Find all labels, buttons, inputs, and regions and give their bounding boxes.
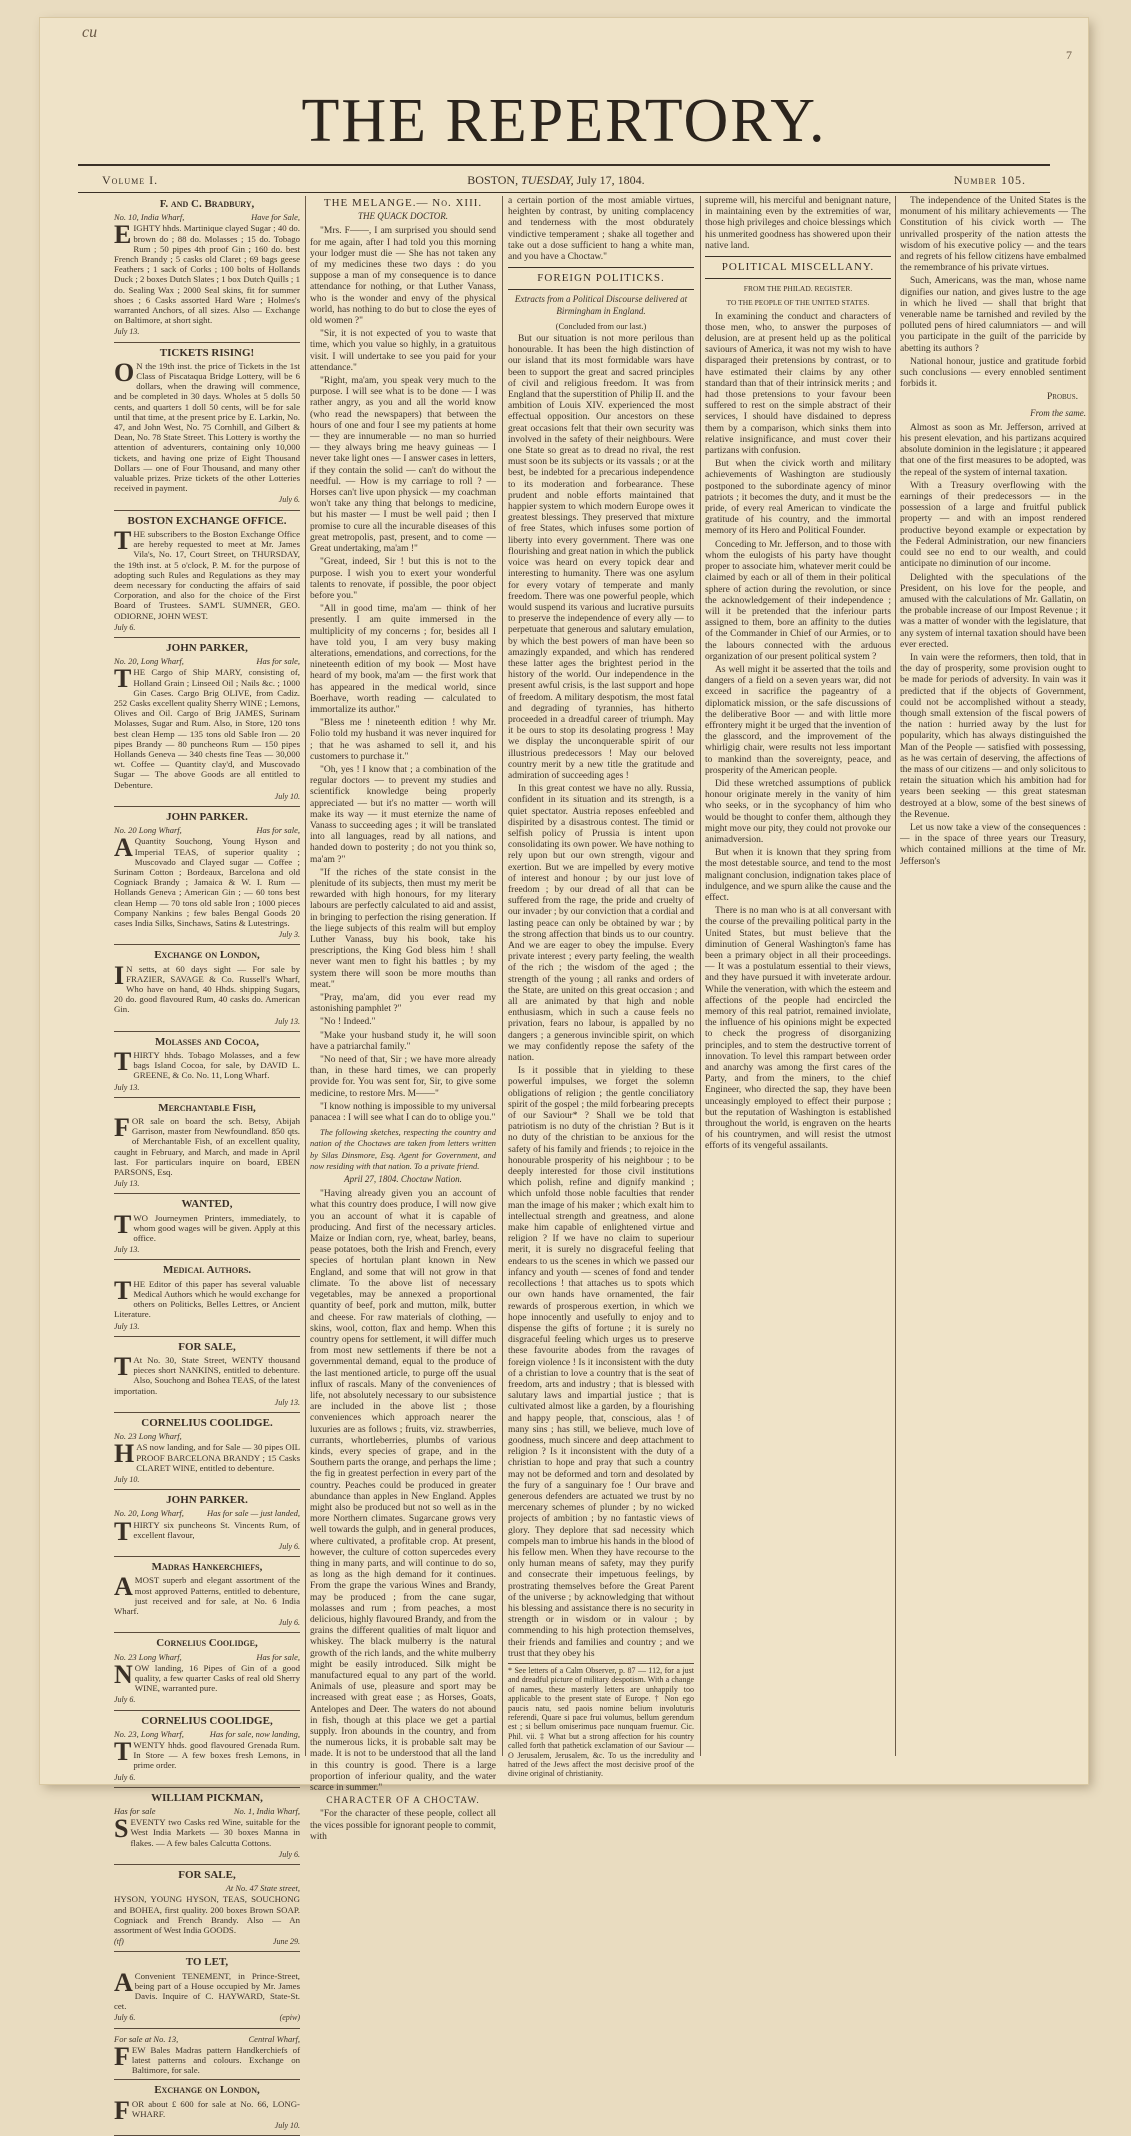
melange-column (310, 196, 496, 1842)
ad-subline-right: Have for Sale, (251, 212, 300, 223)
issue-number: Number 105. (953, 172, 1026, 187)
melange-paragraph: "Mrs. F——, I am surprised you should send for me again, after I had told you this morning your lodger must die — She has not taken any of my medicines these two days : do you suppose a man of my consequence is to dance attendance for nothing, or that Luther Vanass, who is the wonder and envy of the physical world, has nothing to do but to close the eyes of old women ?" (310, 226, 496, 327)
melange-paragraph: "Oh, yes ! I know that ; a combination of the regular doctors — to prevent my studies and scientifick knowledge being properly appreciated — but it's no matter — worth will make its way — it must eternize the name of Vanass to succeeding ages ; it will be translated into all languages, read by all nations, and handed down to posterity ; do not you think so, ma'am ?" (310, 764, 496, 865)
ad-footer (133, 1541, 300, 1552)
ad-footer (114, 1397, 300, 1408)
miscellany-paragraph: Such, Americans, was the man, whose name dignifies our nation, and gives lustre to the age in which he lived — shall that bright that venerable name be tarnished and reviled by the polluted pens of hired calumniators — and will you participate in the guilt of the parricide by abetting its authors ? (900, 276, 1086, 354)
ad-text: N setts, at 60 days sight — For sale by FRAZIER, SAVAGE & Co. Russell's Wharf, Who have on hand, 40 Hhds. shipping Sugars, 20 do. good flavoured Rum, 40 casks do. American Gin. (114, 963, 300, 1015)
column-rule (700, 196, 701, 1756)
ad-subline (114, 1431, 300, 1442)
ad-date-left: July 6. (114, 1695, 136, 1705)
ad-drop-cap: H (114, 1439, 135, 1469)
ad-drop-cap: A (114, 1967, 133, 1997)
ad-footer (114, 1244, 300, 1255)
newspaper-page (40, 18, 1088, 2131)
ad-footer (114, 791, 300, 802)
advertisement (114, 1262, 300, 1336)
ad-heading: Merchantable Fish, (158, 1101, 256, 1114)
ad-date-right: (epiw) (279, 2013, 300, 2023)
ad-subline-right: Has for sale — just landed, (206, 1508, 300, 1519)
miscellany-paragraph: In examining the conduct and characters of those men, who, to answer the purposes of delusion, are at present held up as the political saviours of America, it was not my wish to have disparaged their pretensions by contrast, or to have estimated their claims by any other standard than that of their intrinsick merits ; and had those pretensions to your favour been suffered to rest on the simple abstract of their services, I should have disdained to depress them by a comparison, which sinks them into relative insignificance, and must cover their partizans with confusion. (705, 311, 891, 457)
discourse-paragraph: Is it possible that in yielding to these powerful impulses, we forget the solemn obligations of religion ; the gentle conciliatory spirit of the gospel ; the mild forbearing precepts of our Saviour* ? Shall we be told that patriotism is no duty of the christian ? But is it no duty of the christian to be anxious for the safety of his family and friends ; to rejoice in the honourable prosperity of his neighbour ; to be deeply interested for those civil institutions which polish, refine and dignify mankind ; which unfold those noble faculties that render man the image of his maker ; which exalt him to intellectual strength and greatness, and alone make him capable of enlightened virtue and religion ? If we have no claim to superiour merit, it is surely no disgraceful feeling that endears to us the scenes in which we passed our infancy and youth — scenes of fond and tender recollections ! that attaches us to spots which our own hands have ornamented, the fair rewards of prosperous exertion, in which we hope innocently and usefully to enjoy and to dispense the gifts of fortune ; it is surely no disgraceful feeling which urges us to preserve these favourite abodes from the ravages of foreign violence ! Is it inconsistent with the duty of a christian to love a country that is the seat of freedom, arts and industry ; that is blessed with salutary laws and impartial justice ; that is cultivated almost like a garden, by a flourishing and happy people, that, conscious, alas ! of many sins ; has still, we believe, much love of goodness, much sincere and deep attachment to religion ? Is it inconsistent with the duty of a christian to hope and pray that such a country may not be deformed and torn and desolated by the fury of a sanguinary foe ! Our brave and generous defenders are actuated we trust by no mercenary schemes of plunder ; by no wicked projects of ambition ; by no fantastic views of glory. They deplore that sad necessity which compels man to imbrue his hands in the blood of his fellow men. When they have recourse to the only human means of safety, may they purify and consecrate their impetuous feelings, by prostrating themselves before the Great Parent of the universe ; by acknowledging that without his blessing and assistance there is no security in strength or in wisdom or in valour ; by commending to his high protection themselves, their friends and families and country ; and we trust that they obey his (508, 1066, 694, 1659)
political-miscellany-column (705, 196, 891, 1756)
melange-body (310, 226, 496, 1124)
ad-text: HIRTY six puncheons St. Vincents Rum, of excellent flavour, (133, 1519, 300, 1540)
ad-heading: Medical Authors. (162, 1264, 252, 1277)
advertisement (114, 1034, 300, 1098)
ad-subline-right: At No. 47 State street, (225, 1883, 300, 1894)
ad-text: WO Journeymen Printers, immediately, to whom good wages will be given. Apply at this office. (133, 1212, 300, 1244)
ad-heading: JOHN PARKER. (166, 810, 248, 823)
ad-subline-left: Has for sale (114, 1806, 156, 1817)
discourse-paragraph: In this great contest we have no ally. Russia, confident in its situation and its strength, is a quiet spectator. Austria reposes enfeebled and dispirited by a disastrous contest. The timid or selfish policy of Prussia is intent upon consolidating its own power. We have nothing to rely upon but our own strength, vigour and exertion. But we are impelled by every motive of interest and honour ; by our just love of freedom ; by our dread of all that can be suffered from the rage, the pride and cruelty of our invader ; by our conviction that a cordial and lasting peace can only be obtained by war ; by the strong affection that binds us to our country. And we are eager to obey the impulse. Every private interest ; every party feeling, the wealth of the rich ; the wisdom of the aged ; the strength of the young ; all ranks and orders of the State, are united on this great occasion ; and all are animated by that high and noble enthusiasm, which in such a cause feels no privation, fears no labour, is appalled by no dangers ; a generous invincible spirit, on which we may confidently repose the safety of the nation. (508, 784, 694, 1064)
treasury-body (900, 423, 1086, 868)
advertisement (114, 1867, 300, 1952)
choctaw-character-heading: CHARACTER OF A CHOCTAW. (326, 1796, 480, 1807)
ad-body (114, 833, 300, 928)
ad-subline-right: No. 1, India Wharf, (233, 1806, 300, 1817)
ad-drop-cap: F (114, 1113, 130, 1143)
melange-paragraph: "No ! Indeed." (320, 1017, 376, 1028)
treasury-paragraph: Delighted with the speculations of the President, on his love for the people, and amused with the calculations of Mr. Gallatin, on the probable increase of our Impost Revenue ; it was a matter of wonder with the legislature, that any system of internal taxation should have been ever erected. (900, 572, 1086, 650)
political-miscellany-title: POLITICAL MISCELLANY. (721, 261, 875, 274)
ad-body (114, 1351, 300, 1396)
ad-date-right: July 6. (278, 1618, 300, 1628)
ad-text: Convenient TENEMENT, in Prince-Street, being part of a House occupied by Mr. James Davis. Inquire of C. HAYWARD, State-St. cet. (114, 1970, 300, 2012)
ad-drop-cap: T (114, 1209, 132, 1239)
ad-subline (114, 1883, 300, 1894)
address-line: TO THE PEOPLE OF THE UNITED STATES. (726, 298, 870, 308)
melange-paragraph: "If the riches of the state consist in the plenitude of its subjects, then must my merit be rewarded with high honours, for my literary labours are perfectly calculated to aid and assist, in bringing to perfection the rising generation. If the liege subjects of this realm will but employ Luther Vanass, buy his book, take his prescriptions, the King God bless him ! shall never want men to fight his battles ; by my system there will soon be more mouths than meat." (310, 867, 496, 990)
ad-body (114, 357, 300, 494)
ad-text: AS now landing, and for Sale — 30 pipes OIL PROOF BARCELONA BRANDY ; 15 Casks CLARET WINE, entitled to debenture. (136, 1442, 300, 1473)
advertisement (114, 2031, 300, 2081)
continued-note: (Concluded from our last.) (555, 320, 647, 331)
ad-heading: BOSTON EXCHANGE OFFICE. (127, 514, 287, 527)
advertisement (114, 1339, 300, 1413)
ad-date-left: July 10. (114, 1474, 140, 1484)
melange-paragraph: "All in good time, ma'am — think of her presently. I am quite immersed in the multiplicity of my concerns ; for, besides all I have told you, I am very busy making alterations, emendations, and corrections, for the nineteenth edition of my book — Most have heard of my book, ma'am — the first work that has appeared in the medical world, since Boerhave, worth reading — calculated to immortalize its author." (310, 604, 496, 715)
ad-drop-cap: A (114, 833, 133, 863)
ad-body (114, 220, 300, 326)
political-miscellany-header (705, 256, 891, 279)
continued-paragraph: a certain portion of the most amiable virtues, heighten by contrast, by uniting complacency and tenderness with the most obdurately vindictive temperament ; shake all together and take out a dose sufficient to hang a white man, and you have a Choctaw." (508, 196, 694, 263)
ad-footer (114, 1474, 300, 1485)
ad-footer (114, 1321, 300, 1332)
ad-drop-cap: F (114, 2095, 130, 2125)
ad-heading: TO LET, (185, 1956, 229, 1969)
discourse-subtitle: Extracts from a Political Discourse delivered at Birmingham in England. (514, 294, 688, 316)
ad-subline-left: No. 20 Long Wharf, (114, 825, 182, 836)
ad-heading: Exchange on London, (154, 2084, 260, 2097)
ad-text: WENTY hhds. good flavoured Grenada Rum. In Store — A few boxes fresh Lemons, in prime order. (133, 1740, 300, 1771)
ad-drop-cap: T (114, 1275, 132, 1305)
ad-body (114, 1814, 300, 1848)
ad-subline-left: No. 20, Long Wharf, (114, 656, 184, 667)
advertisement (114, 1492, 300, 1557)
ad-footer (114, 622, 300, 633)
advertisement (114, 1196, 300, 1260)
ad-text: N the 19th inst. the price of Tickets in the 1st Class of Piscataqua Bridge Lottery, will be 6 dollars, when the drawing will commence, and be completed in 30 days. Wholes at 5 dolls 50 cents, and quarters 1 doll 50 cents, will be for sale until that time, at the present price by E. Larkin, No. 47, and John West, No. 75 Cornhill, and Gilbert & Dean, No. 78 State Street. This Lottery is worthy the attention of adventurers, containing only 10,000 tickets, and having one prize of Eight Thousand Dollars — one of Four Thousand, and many other valuable prizes. Prize tickets of the other Lotteries received in payment. (114, 360, 300, 494)
ad-subline-right: Has for sale, (256, 1651, 300, 1662)
advertisement (114, 2082, 300, 2136)
advertisement (114, 947, 300, 1031)
ad-drop-cap: F (114, 2041, 130, 2071)
advertisement (114, 1100, 300, 1195)
masthead-title: THE REPERTORY. (301, 87, 827, 155)
ad-drop-cap: N (114, 1659, 133, 1689)
advertisement (114, 1415, 300, 1490)
ad-date-right: June 29. (272, 1937, 300, 1947)
column-rule (502, 196, 503, 1756)
ad-date-right: July 6. (278, 1541, 300, 1551)
miscellany-paragraph: But when the civick worth and military achievements of Washington are studiously postponed to the subordinate agency of minor patriots ; it becomes the duty, and it must be the pride, of every real American to vindicate the gratitude of his country, and the immortal memory of its Hero and Political Founder. (705, 459, 891, 537)
treasury-paragraph: In vain were the reformers, then told, that in the day of prosperity, some provision ought to be made for periods of adversity. In vain was it predicted that if the objects of Government, could not be accomplished without a steady, though small extension of the fiscal powers of the nation : hurried away by the lust for popularity, which has always distinguished the Man of the People — satisfied with possessing, as he was certain of deserving, the affections of the mass of our citizens — and only solicitous to retain the situation which his ambition had for years been seeking — this great statesman destroyed at a blow, some of the best sinews of the Revenue. (900, 652, 1086, 820)
source-line: FROM THE PHILAD. REGISTER. (743, 284, 853, 294)
ad-date-right: July 10. (274, 791, 300, 801)
ad-subline-right: Has for sale, now landing, (209, 1728, 300, 1739)
choctaw-body (310, 1189, 496, 1794)
ad-heading: FOR SALE, (178, 1340, 236, 1353)
advertisements-column (114, 196, 300, 2131)
ad-drop-cap: T (114, 1737, 132, 1766)
advertisement (114, 513, 300, 638)
ad-footer (114, 1178, 300, 1189)
ad-date-left: July 13. (114, 1082, 140, 1092)
column-rule (305, 196, 306, 1756)
ad-footer (114, 1082, 300, 1093)
ad-subline-left: No. 10, India Wharf, (114, 212, 185, 223)
ad-text: HE subscribers to the Boston Exchange Office are hereby requested to meet at Mr. James Vila's, No. 17, Court Street, on THURSDAY, the 19th inst. at 5 o'clock, P. M. for the purpose of adopting such Rules and Regulations as they may deem necessary for conducting the affairs of said Corporation, and also for the choice of the First Board of Trustees. SAM'L SUMNER, GEO. ODIORNE, JOHN WEST. (114, 528, 300, 621)
choctaw-character-text: "For the character of these people, collect all the vices possible for ignorant people to commit, with (310, 1809, 496, 1842)
miscellany-body (705, 312, 891, 1153)
ad-text: IGHTY hhds. Martinique clayed Sugar ; 40 do. brown do ; 88 do. Molasses ; 15 do. Tobago Rum ; 50 pipes 4th proof Gin ; 160 do. best French Brandy ; 5 casks old Claret ; 69 bags geese Feathers ; 1 sack of Corks ; 100 bolts of Hollands Duck ; 2 boxes Dutch Slates ; 1 box Dutch Quills ; 1 do. Sealing Wax ; 2000 Seal skins, fit for summer shoes ; 6 Casks assorted Hard Ware ; Holmes's warranted Anchors, of all sizes. Also — Exchange on Baltimore, at short sight. (114, 223, 300, 326)
ad-heading: Cornelius Coolidge, (156, 1637, 258, 1650)
ad-footer (114, 1772, 300, 1783)
ad-footer (132, 2120, 300, 2131)
ad-footer (114, 1694, 300, 1705)
ad-body (114, 1737, 300, 1771)
ad-body (114, 1967, 300, 2012)
footnotes: * See letters of a Calm Observer, p. 87 — 112, for a just and dreadful picture of military despotism. With a change of names, these masterly letters are unhappily too applicable to the present state of Europe. † Non ego paucis natu, sed paois nomine belium involuturis referendi, Quare si pace frui volumus, bellum gerendum est ; si bellum omiserimus pace nunquam fruemur. Cic. Phil. vii. ‡ What but a strong affection for his country called forth that pathetick exclamation of our Saviour — O Jerusalem, Jerusalem, &c. To us the incredulity and hatred of the Jews affect the most decisive proof of the divine original of christianity. (508, 1663, 694, 1779)
place-prefix: BOSTON, (467, 172, 522, 187)
ad-text: At No. 30, State Street, WENTY thousand pieces short NANKINS, entitled to debenture. Also, Souchong and Bohea TEAS, of the latest importation. (114, 1354, 300, 1396)
ad-subline (114, 825, 300, 836)
melange-paragraph: "Sir, it is not expected of you to waste that time, which you value so highly, in a gratuitous visit. I will undertake to see you paid for your attendance." (310, 329, 496, 373)
ad-subline-left: No. 23 Long Wharf, (114, 1651, 182, 1662)
column-rule (895, 196, 896, 1756)
ad-text: EVENTY two Casks red Wine, suitable for the West India Markets — 30 boxes Manna in flakes. — A few bales Calcutta Cottons. (130, 1817, 300, 1848)
ad-date-left: (tf) (114, 1937, 124, 1947)
discourse-body (508, 334, 694, 1660)
ad-subline (114, 1508, 300, 1519)
ad-date-left: July 13. (114, 1321, 140, 1331)
melange-paragraph: "Right, ma'am, you speak very much to the purpose. I will see what is to be done — I was rather angry, as you and all the world know (who read the newspapers) that between the hours of one and four I see my patients at home — they are innumerable — no man so hurried — they always bring me heavy guineas — I never take light ones — I answer cases in letters, if they contain the solid — can't do without the needful. — How is my carriage to roll ? — Horses can't live upon physick — my coachman won't take any thing that belongs to medicine, but his master — I must be well paid ; then I promise to cure all the incurable diseases of this great metropolis, past, present, and to come — Great undertaking, ma'am !" (310, 376, 496, 555)
ad-body (114, 1209, 300, 1244)
ad-text: OR sale on board the sch. Betsy, Abijah Garrison, master from Newfoundland. 850 qts. of Merchantable Fish, of an excellent quality, caught in February, and March, and made in April last. For particulars inquire on board, EBEN PARSONS, Esq. (114, 1116, 300, 1178)
ad-body (114, 1047, 300, 1081)
miscellany-body-continued (900, 196, 1086, 390)
volume-label: Volume I. (102, 172, 159, 187)
ad-drop-cap: T (114, 1047, 132, 1077)
ad-date-right: July 6. (278, 495, 300, 505)
from-the-same: From the same. (1030, 407, 1086, 418)
ad-heading: TICKETS RISING! (159, 346, 255, 359)
ad-date-left: July 6. (114, 1772, 136, 1782)
ad-date-left: July 13. (114, 1245, 140, 1255)
choctaw-note: The following sketches, respecting the country and nation of the Choctaws are taken from letters written by Silas Dinsmore, Esq. Agent for Government, and now residing with that nation. To a private friend. (310, 1127, 496, 1171)
ad-heading: FOR SALE, (178, 1869, 236, 1882)
advertisement (114, 809, 300, 945)
date-text: July 17, 1804. (573, 172, 645, 187)
place-date (467, 173, 644, 188)
ad-date-right: July 10. (274, 2121, 300, 2131)
ad-subline-right: Has for sale, (256, 656, 300, 667)
ad-date-left: July 6. (114, 2013, 136, 2023)
ad-text: OW landing, 16 Pipes of Gin of a good quality, a few quarter Casks of real old Sherry WINE, warranted pure. (134, 1662, 300, 1694)
choctaw-paragraph: "Having already given you an account of what this country does produce, I will now give you an account of what it is capable of producing. And first of the necessary articles. Maize or Indian corn, rye, wheat, barley, beans, pease potatoes, both the Irish and French, every species of hortulan plant known in New England, and some that will not grow in that climate. To the above list of necessary vegetables, may be annexed a proportional quantity of beef, pork and mutton, milk, butter and cheese. For raw materials of clothing, — skins, wool, cotton, flax and hemp. When this country opens for settlement, it will differ much from most new settlements if there be not a governmental demand, equal to the produce of the last mentioned article, to purge off the usual influx of rascals. Many of the conveniences of life, not absolutely necessary to our subsistence are included in the above list ; those conveniences which approach nearer the luxuries are as follows ; fruits, viz. strawberries, currants, whortleberries, plumbs of various kinds, every species of grape, and in the Southern parts the orange, and perhaps the lime ; the fig in greatest perfection in every part of the country. Peaches could be produced in greater abundance than apples in New England. Apples might also be produced but not so well as in the more Northern climates. Sugarcane grows very well towards the gulph, and in general produces, where cultivated, a profitable crop. At present, however, the culture of cotton supercedes every thing in many parts, and will continue to do so, as long as the high demand for it continues. From the grape the various Wines and Brandy, may be produced ; from the cane sugar, molasses and rum ; from peaches, a most delicious, highly flavoured Brandy, and from the grains the different qualities of malt liquor and whiskey. The black mulberry is the natural growth of the rich lands, and the white mulberry might be easily introduced. Silk might be manufactured equal to any part of the world. Animals of use, pleasure and sport may be increased with great ease ; as Horses, Goats, Antelopes and Deer. The waters do not abound in fish, though at this place we get a partial supply. Iron abounds in the country, and from the numerous licks, it is probable salt may be made. It is not to be understood that all the land in this country is good. There is a large proportion of inferiour quality, and the water scarce in summer." (310, 1189, 496, 1794)
melange-paragraph: "Great, indeed, Sir ! but this is not to the purpose. I wish you to exert your wonderful talents to renovate, if possible, the poor object before you." (310, 557, 496, 601)
ad-text: HE Editor of this paper has several valuable Medical Authors which he would exchange for others on Politicks, Belles Lettres, or Ancient Literature. (114, 1278, 300, 1320)
dateline (102, 170, 1026, 190)
ad-footer (114, 1936, 300, 1947)
ad-drop-cap: T (114, 664, 132, 694)
miscellany-paragraph: National honour, justice and gratitude forbid such conclusions — every ennobled sentiment forbids it. (900, 356, 1086, 390)
treasury-paragraph: Almost as soon as Mr. Jefferson, arrived at his present elevation, and his partizans acquired absolute dominion in the legislature ; it appeared that one of the first measures to be adopted, was the repeal of the system of internal taxation. (900, 422, 1086, 478)
ad-footer (114, 326, 300, 337)
ad-subline-right: Has for sale, (256, 825, 300, 836)
melange-paragraph: "No need of that, Sir ; we have more already than, in these hard times, we can properly provide for. You was sent for, Sir, to give some medicine, to restore Mrs. M——" (310, 1055, 496, 1099)
miscellany-paragraph: As well might it be asserted that the toils and dangers of a field on a seven years war, did not exceed in sacrifice the pageantry of a diplomatick mission, or the safe discussions of the deliberative Boor — and with little more effrontery might it be urged that the invention of the glasscord, and the improvement of the whirligig chair, were results not less important to mankind than the sovereignty, peace, and prosperity of the American people. (705, 664, 891, 776)
melange-paragraph: "Bless me ! nineteenth edition ! why Mr. Folio told my husband it was never inquired for ; that he was ashamed to sell it, and his customers to purchase it." (310, 718, 496, 762)
ad-heading: Molasses and Cocoa, (155, 1035, 259, 1048)
ad-footer (114, 494, 300, 505)
foreign-politicks-column (508, 196, 694, 1779)
ad-date-right: July 13. (274, 1016, 300, 1026)
ad-date-left: July 6. (114, 622, 136, 632)
ad-heading: F. and C. Bradbury, (159, 198, 255, 210)
quack-doctor-heading: THE QUACK DOCTOR. (357, 211, 449, 222)
ad-subline-left: No. 23, Long Wharf, (114, 1728, 184, 1739)
ad-body (114, 1572, 300, 1616)
ad-drop-cap: E (114, 220, 132, 250)
ad-heading: WANTED, (181, 1198, 233, 1211)
ad-drop-cap: O (114, 357, 135, 387)
weekday: TUESDAY, (521, 172, 574, 187)
ad-heading: JOHN PARKER, (166, 641, 248, 654)
advertisement (114, 1713, 300, 1788)
ad-heading: CORNELIUS COOLIDGE. (141, 1416, 273, 1429)
ad-heading: Madras Hankerchiefs, (151, 1561, 263, 1574)
advertisement (114, 1790, 300, 1865)
ad-body (114, 525, 300, 621)
ad-text: EW Bales Madras pattern Handkerchiefs of latest patterns and colours. Exchange on Baltimore, for sale. (131, 2044, 300, 2076)
melange-title: THE MELANGE.— No. XIII. (323, 197, 483, 209)
miscellany-paragraph: But when it is known that they spring from the most detestable source, and tend to the most malignant conclusion, indignation takes place of indulgence, and we spurn alike the cause and the effect. (705, 848, 891, 903)
ad-drop-cap: A (114, 1572, 133, 1602)
advertisement (114, 196, 300, 343)
ad-body (114, 960, 300, 1015)
miscellany-paragraph: The independence of the United States is the monument of his military achievements — The Constitution of his civick worth — The unrivalled prosperity of the nation attests the wisdom of his executive policy — and the tears and regrets of his fellow citizens have embalmed the remembrance of his private virtues. (900, 196, 1086, 274)
melange-paragraph: "Pray, ma'am, did you ever read my astonishing pamphlet ?" (310, 993, 496, 1015)
ad-subline (114, 212, 300, 223)
masthead-rule-top (78, 164, 1050, 166)
ad-footer (114, 2012, 300, 2023)
ad-heading: CORNELIUS COOLIDGE, (141, 1714, 273, 1727)
ad-body (114, 1439, 300, 1473)
ad-date-right: July 13. (274, 1397, 300, 1407)
ad-heading: Exchange on London, (154, 949, 260, 962)
treasury-paragraph: Let us now take a view of the consequences : — in the space of three years our Treasury, which contained millions at the time of Mr. Jefferson's (900, 822, 1086, 867)
ad-body (114, 1894, 300, 1935)
foreign-politicks-header (508, 267, 694, 290)
ad-subline-left: For sale at No. 13, (114, 2033, 179, 2044)
ad-subline-right: Central Wharf, (248, 2033, 300, 2044)
ad-subline-left: No. 23 Long Wharf, (114, 1431, 182, 1442)
ad-body (114, 664, 300, 790)
ad-subline (114, 1652, 300, 1663)
ad-drop-cap: S (114, 1814, 129, 1844)
ad-subline-left: No. 20, Long Wharf, (114, 1508, 184, 1519)
miscellany-paragraph: Conceding to Mr. Jefferson, and to those with whom the eulogists of his party have thought proper to associate him, whatever merit could be claimed by each or all of them in their political sphere of action during the revolution, or since the acknowledgement of their independence ; will it be pretended that the inferiour parts assigned to them, bore an affinity to the duties of the Commander in Chief of our Armies, or to the labours connected with the arduous organization of our present political system ? (705, 539, 891, 662)
melange-paragraph: "I know nothing is impossible to my universal panacea : I will see what I can do to oblige you." (310, 1101, 496, 1124)
ad-footer (114, 1849, 300, 1860)
ad-text: HIRTY hhds. Tobago Molasses, and a few bags Island Cocoa, for sale, by DAVID L. GREENE, & Co. No. 11, Long Wharf. (133, 1050, 300, 1081)
handwritten-corner-mark: cu (82, 24, 98, 41)
ad-footer (114, 1016, 300, 1027)
miscellany-paragraph: There is no man who is at all conversant with the course of the prevailing political party in the United States, but must believe that the diminution of General Washington's fame has been a primary object in all their proceedings. — It was a postulatum essential to their views, and they have pursued it with inveterate ardour. While the veneration, with which the esteem and affections of the people had encircled the memory of this real patriot, remained inviolate, the influence of his opinions might be expected to check the progress of disorganizing principles, and to stem the destructive torrent of innovation. To level this rampart between order and anarchy was among the first cares of the Party, and from the miners, to the chief Engineer, who directed the sap, they have been unceasingly employed to effect their purpose ; but the reputation of Washington is established throughout the world, is engraven on the hearts of his countrymen, and will resist the utmost efforts of its vengeful assailants. (705, 906, 891, 1152)
ad-text: Quantity Souchong, Young Hyson and Imperial TEAS, of superior quality ; Muscovado and Clayed sugar — Coffee ; Surinam Cotton ; Bordeaux, Barcelona and old Cogniack Brandy ; Jamaica & W. I. Rum — Hollands Geneva ; American Gin ; — 60 tons best clean Hemp — 70 tons old sable Iron ; 1000 pieces Company Nankins ; few bales Bengal Goods 20 cases India Silks, Sinchaws, Satins & Lutestrings. (114, 836, 300, 928)
advertisement (114, 345, 300, 511)
ad-body (114, 1113, 300, 1178)
ad-drop-cap: T (114, 1516, 132, 1546)
ad-drop-cap: T (114, 1351, 132, 1381)
choctaw-dateline: April 27, 1804. Choctaw Nation. (344, 1174, 462, 1185)
masthead-rule-bottom (78, 192, 1050, 193)
ad-heading: JOHN PARKER. (166, 1494, 248, 1507)
foreign-politicks-title: FOREIGN POLITICKS. (537, 272, 665, 285)
ad-subline (114, 1729, 300, 1740)
ad-date-right: July 3. (278, 930, 300, 940)
advertisement (114, 640, 300, 807)
ad-subline (114, 656, 300, 667)
ad-text: HYSON, YOUNG HYSON, TEAS, SOUCHONG and BOHEA, first quality. 200 boxes Brown SOAP. Cogniack and French Brandy. Also — An assortment of West India GOODS. (114, 1894, 300, 1936)
treasury-paragraph: With a Treasury overflowing with the earnings of their predecessors — in the possession of a large and fruitful publick property — and with an impost rendered productive beyond example or expectation by the Federal Administration, our new financiers could see no end to our wealth, and could anticipate no diminution of our income. (900, 480, 1086, 570)
ad-date-left: July 13. (114, 1179, 140, 1189)
melange-paragraph: "Make your husband study it, he will soon have a patriarchal family." (310, 1030, 496, 1052)
ad-body (114, 2041, 300, 2076)
ad-text: MOST superb and elegant assortment of the most approved Patterns, entitled to debenture, just received and for sale, at No. 6 India Wharf. (114, 1575, 300, 1616)
miscellany-paragraph: Did these wretched assumptions of publick honour originate merely in the vanity of him who seeks, or in the sycophancy of him who would be thought to confer them, although they might move our pity, they could not provoke our animadversion. (705, 778, 891, 845)
discourse-paragraph: But our situation is not more perilous than honourable. It has been the high distinction of our island that its most formidable wars have been to support the great and sacred principles of civil and religious freedom. It was from England that the superstition of Philip II. and the ambition of Louis XIV. experienced the most effectual opposition. Our ancestors on these great occasions felt that their own security was involved in the safety of their neighbours. Were one State so great as to dread no rival, the rest must soon be its subjects or its vassals ; or at the best, be indebted for a precarious independence to its moderation and forbearance. These prudent and noble efforts maintained that happier system to which modern Europe owes it greatest blessings. They preserved that mixture of free States, which infuses some portion of liberty into every government. There was one flourishing and great nation in which the publick voice was heard on every topick dear and interesting to humanity. There was one asylum for every votary of temperate and manly freedom. There was one powerful people, which would suspend its various and lucrative pursuits to preserve the independence of every ally — to perpetuate that generous and salutary emulation, by which the best powers of man have been so amazingly expanded, and which has rendered these latter ages the brightest period in the history of the world. Our independence in the present awful crisis, is the last support and hope of freedom. A military despotism, the most fatal and degrading of tyrannies, has hitherto proceeded in a dreadful career of triumph. May it be ours to stop its desolating progress ! May we display the unconquerable spirit of our illustrious predecessors ! May our beloved country merit by a new title the gratitude and admiration of succeeding ages ! (508, 334, 694, 781)
ad-date-left: July 13. (114, 327, 140, 337)
ad-drop-cap: T (114, 525, 132, 555)
advertisement (114, 1954, 300, 2028)
signature: Probus. (1047, 392, 1078, 403)
page-corner-number: 7 (1066, 48, 1072, 62)
continued-paragraph-2: supreme will, his merciful and benignant nature, in maintaining even by the extremities of war, those high privileges and choice blessings which his unmerited goodness has showered upon their native land. (705, 196, 891, 251)
ad-subline (114, 2034, 300, 2045)
political-miscellany-continued (900, 196, 1086, 1756)
ad-text: HE Cargo of Ship MARY, consisting of, Holland Grain ; Linseed Oil ; Nails &c. ; 1000 Gin Cases. Cargo Brig OLIVE, from Cadiz. 252 Casks excellent quality Sherry WINE ; Lemons, Olives and Oil. Cargo of Brig JAMES, Surinam Molasses, Sugar and Rum. Also, in Store, 120 tons best clean Hemp — 135 tons old Sable Iron — 20 pipes Brandy — 80 puncheons Rum — 150 pipes Hollands Geneva — 340 chests fine Teas — 30,000 wt. Coffee — Quantity clay'd, and Muscovado Sugar — The above Goods are all entitled to Debenture. (114, 667, 300, 790)
ad-subline (114, 1806, 300, 1817)
advertisement (114, 1559, 300, 1633)
ad-footer (114, 929, 300, 940)
ad-body (114, 1659, 300, 1694)
ad-drop-cap: I (114, 960, 125, 990)
ad-body (114, 1275, 300, 1320)
ad-text: OR about £ 600 for sale at No. 66, LONG-WHARF. (131, 2098, 300, 2119)
ad-heading: WILLIAM PICKMAN, (151, 1791, 263, 1804)
advertisement (114, 1635, 300, 1710)
ad-footer (114, 1617, 300, 1628)
ad-date-right: July 6. (278, 1849, 300, 1859)
ad-body (114, 2095, 300, 2125)
